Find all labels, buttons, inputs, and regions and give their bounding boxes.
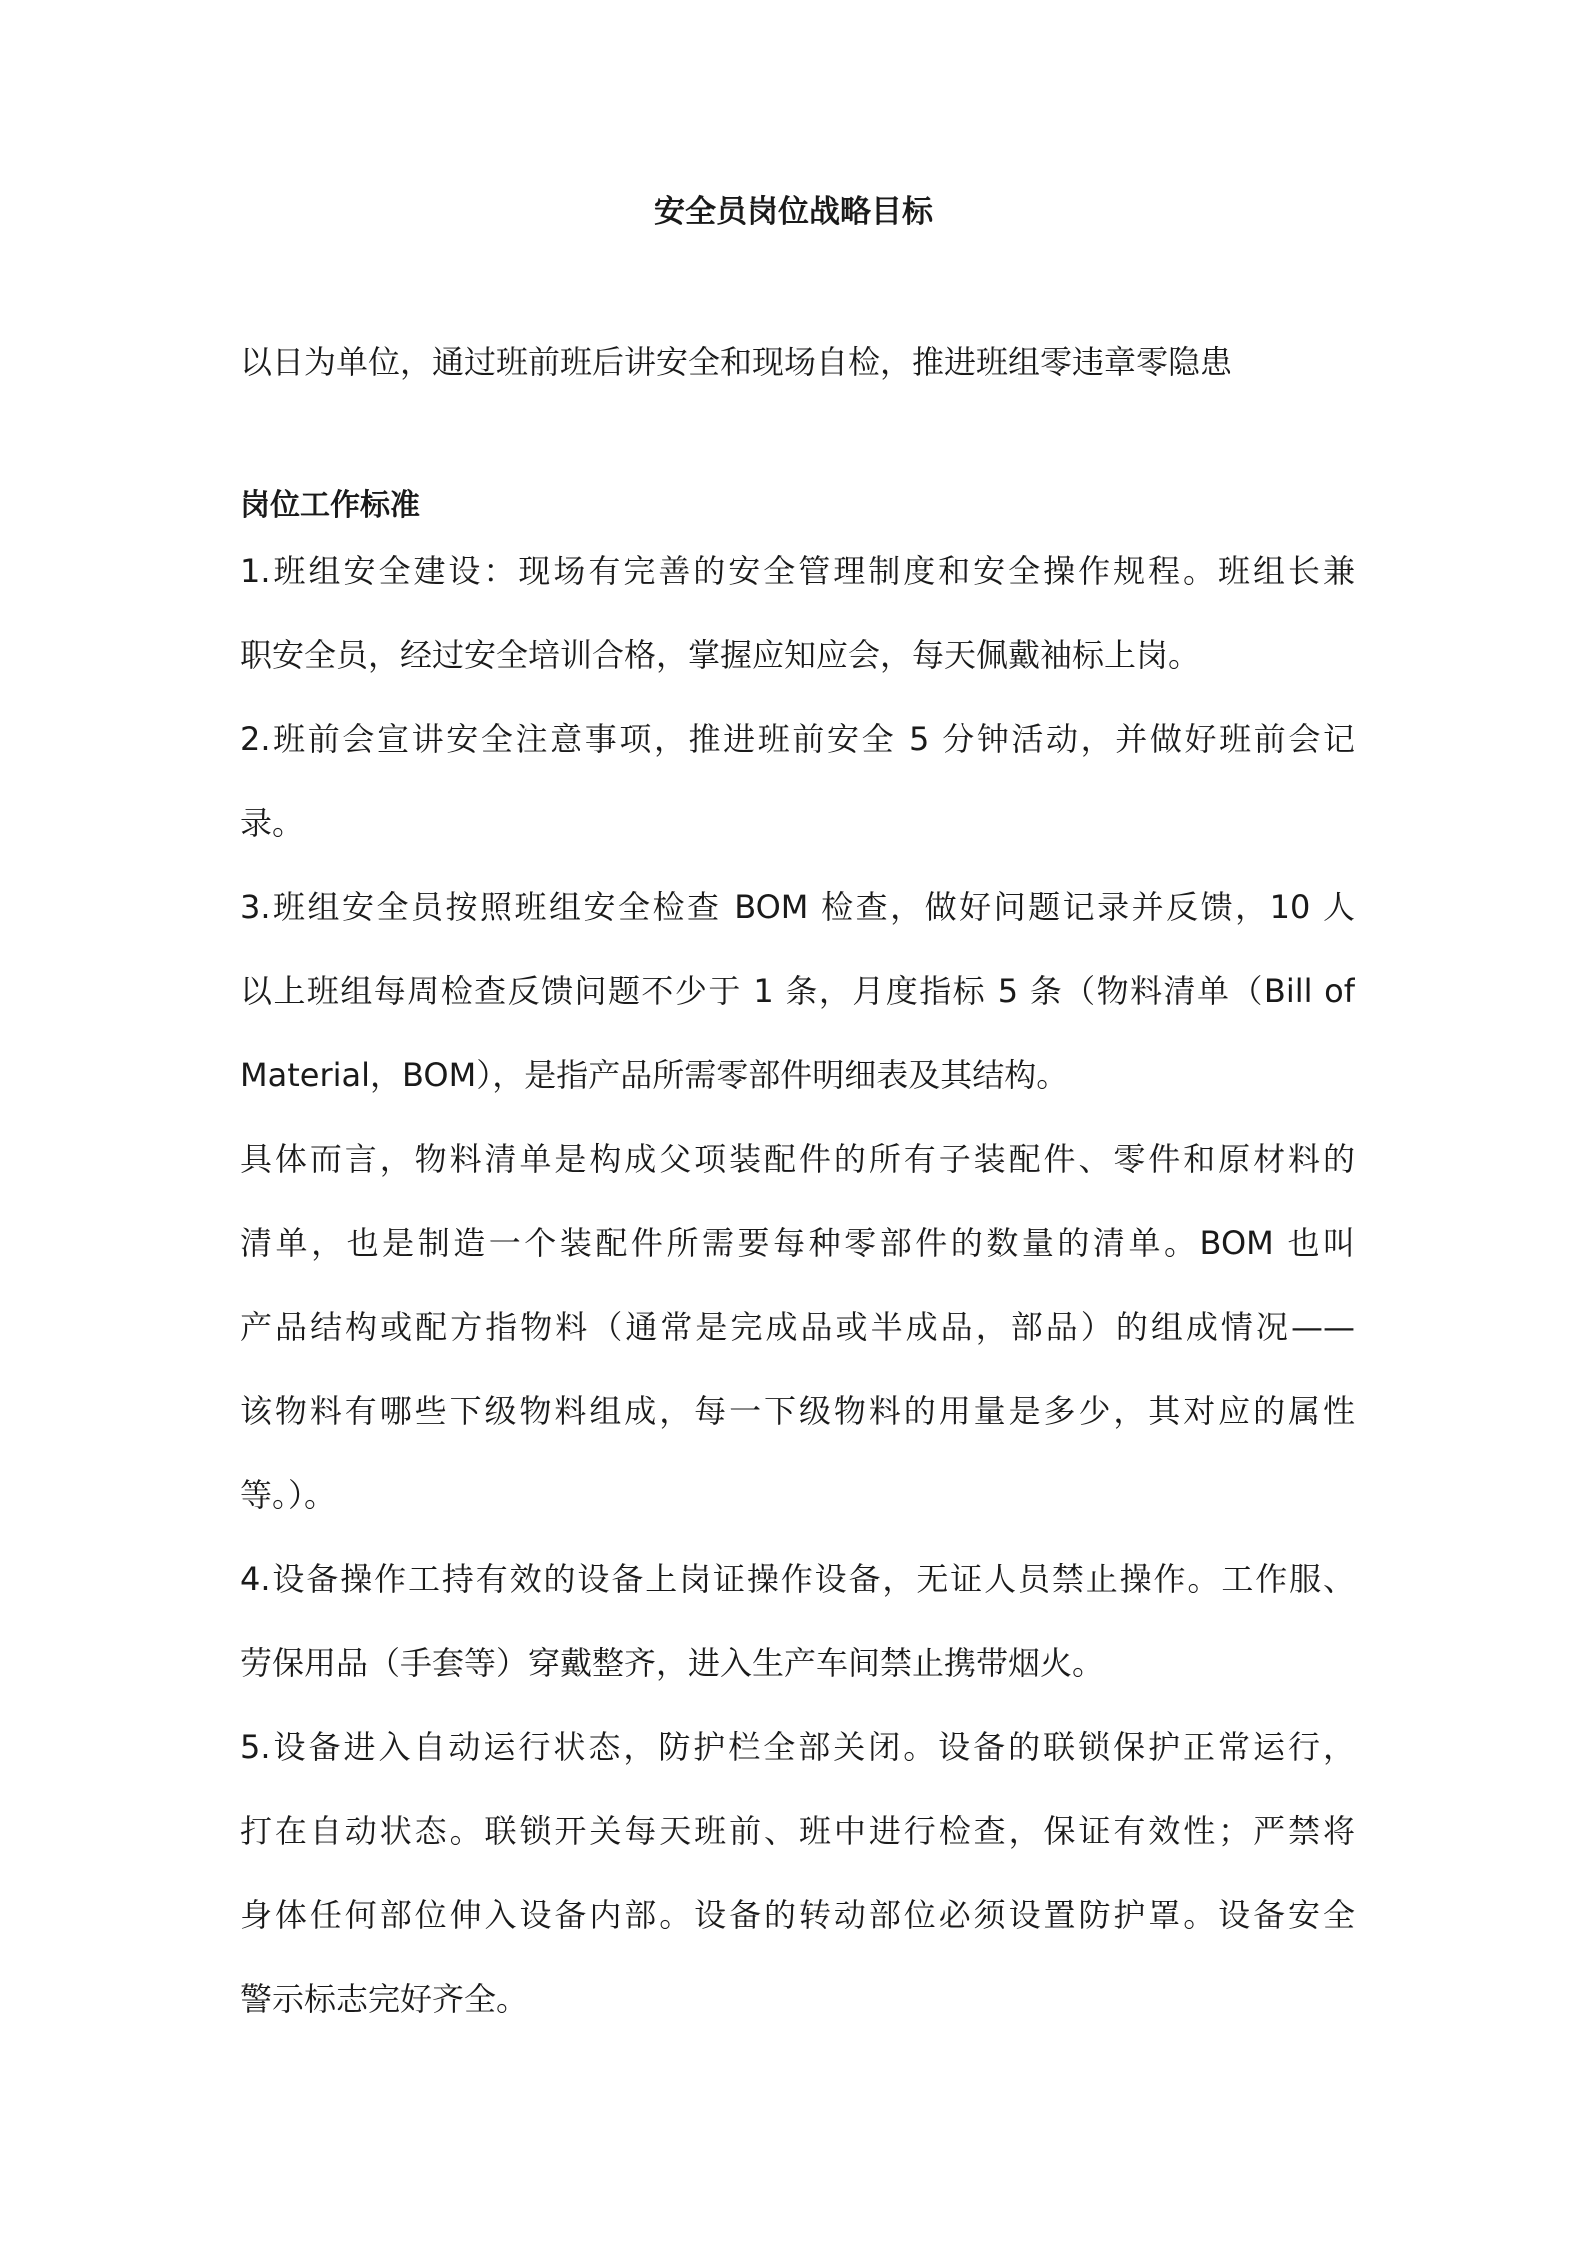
body-line: 2.班前会宣讲安全注意事项，推进班前安全 5 分钟活动，并做好班前会记 xyxy=(240,720,1355,758)
strategic-goal-text: 以日为单位，通过班前班后讲安全和现场自检，推进班组零违章零隐患 xyxy=(240,343,1233,381)
body-line: 产品结构或配方指物料（通常是完成品或半成品，部品）的组成情况—— xyxy=(240,1308,1355,1346)
body-line: 录。 xyxy=(240,804,305,842)
body-line: 以上班组每周检查反馈问题不少于 1 条，月度指标 5 条（物料清单（Bill of xyxy=(240,972,1355,1010)
work-standards-body xyxy=(240,543,1355,2055)
document-title: 安全员岗位战略目标 xyxy=(654,194,933,230)
body-line: 5.设备进入自动运行状态，防护栏全部关闭。设备的联锁保护正常运行， xyxy=(240,1728,1355,1766)
body-line: 打在自动状态。联锁开关每天班前、班中进行检查，保证有效性；严禁将 xyxy=(240,1812,1355,1850)
body-line: 4.设备操作工持有效的设备上岗证操作设备，无证人员禁止操作。工作服、 xyxy=(240,1560,1355,1598)
body-line: 1.班组安全建设：现场有完善的安全管理制度和安全操作规程。班组长兼 xyxy=(240,552,1355,590)
body-line: 3.班组安全员按照班组安全检查 BOM 检查，做好问题记录并反馈，10 人 xyxy=(240,888,1355,926)
body-line: 职安全员，经过安全培训合格，掌握应知应会，每天佩戴袖标上岗。 xyxy=(240,636,1201,674)
body-line: 身体任何部位伸入设备内部。设备的转动部位必须设置防护罩。设备安全 xyxy=(240,1896,1355,1934)
body-line: 警示标志完好齐全。 xyxy=(240,1980,529,2018)
body-line: 等。）。 xyxy=(240,1476,337,1514)
body-line: 具体而言，物料清单是构成父项装配件的所有子装配件、零件和原材料的 xyxy=(240,1140,1355,1178)
body-line: Material，BOM），是指产品所需零部件明细表及其结构。 xyxy=(240,1056,1069,1094)
section-heading: 岗位工作标准 xyxy=(240,488,420,523)
body-line: 该物料有哪些下级物料组成，每一下级物料的用量是多少，其对应的属性 xyxy=(240,1392,1355,1430)
body-line: 清单，也是制造一个装配件所需要每种零部件的数量的清单。BOM 也叫 xyxy=(240,1224,1355,1262)
body-line: 劳保用品（手套等）穿戴整齐，进入生产车间禁止携带烟火。 xyxy=(240,1644,1105,1682)
